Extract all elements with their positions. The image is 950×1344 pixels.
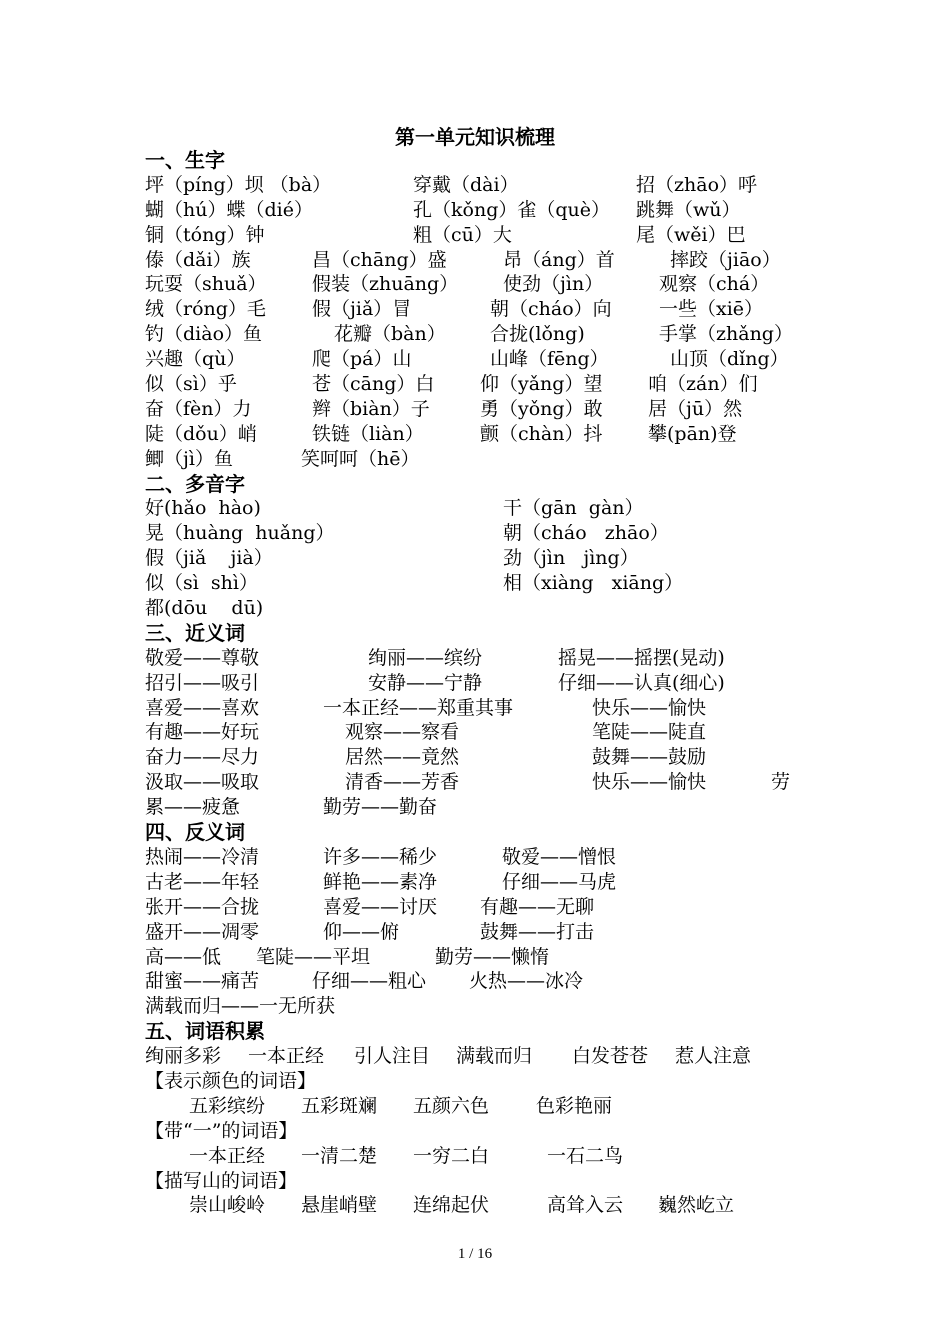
line-entry: 居然——竟然 [345,746,460,769]
line-entry: 铁链（liàn） [312,422,424,445]
line-entry: 奋（fèn）力 [145,397,252,420]
line-entry: 使劲（jìn） [503,273,604,296]
line-entry: 山峰（fēng） [490,348,609,371]
line-entry: 假（jiǎ jià） [145,547,273,570]
content-line [145,969,815,994]
line-entry: 穿戴（dài） [413,173,519,196]
line-entry: 跳舞（wǔ） [636,198,741,221]
line-entry: 咱（zán）们 [648,373,758,396]
section-heading [145,1019,815,1044]
line-entry: 相（xiàng xiāng） [503,572,684,595]
line-entry: 合拢(lǒng) [490,323,585,346]
line-entry: 【表示颜色的词语】 [145,1069,317,1092]
line-entry: 朝（cháo）向 [490,298,612,321]
line-entry: 铜（tóng）钟 [145,223,265,246]
line-entry: 喜爱——喜欢 [145,696,260,719]
line-entry: 尾（wěi）巴 [636,223,746,246]
line-entry: 满载而归 [456,1045,533,1068]
line-entry: 苍（cāng）白 [312,373,435,396]
line-entry: 满载而归——一无所获 [145,995,336,1018]
content-line [145,422,815,447]
document-content [145,148,815,1218]
content-line [145,1144,815,1169]
line-entry: 鲫（jì）鱼 [145,447,233,470]
line-entry: 招（zhāo）呼 [636,173,758,196]
content-line [145,671,815,696]
line-entry: 汲取——吸取 [145,771,260,794]
content-line [145,496,815,521]
line-entry: 盛开——凋零 [145,920,260,943]
section-heading-text: 三、近义词 [145,620,245,645]
line-entry: 古老——年轻 [145,870,260,893]
line-entry: 一本正经 [189,1144,266,1167]
page-number: 1 / 16 [457,1246,493,1262]
line-entry: 快乐——愉快 [592,771,707,794]
line-entry: 傣（dǎi）族 [145,248,251,271]
content-line [145,372,815,397]
section-heading-text: 一、生字 [145,148,225,172]
page-title: 第一单元知识梳理 [395,125,555,149]
line-entry: 辫（biàn）子 [312,397,430,420]
line-entry: 攀(pān)登 [648,422,737,445]
line-entry: 敬爱——尊敬 [145,646,260,669]
content-line [145,297,815,322]
section-heading [145,148,815,173]
line-entry: 敬爱——憎恨 [502,845,617,868]
line-entry: 仰——俯 [323,920,400,943]
content-line [145,745,815,770]
line-entry: 喜爱——讨厌 [323,895,438,918]
line-entry: 引人注目 [354,1045,431,1068]
content-line [145,248,815,273]
content-line [145,945,815,970]
line-entry: 仔细——认真(细心) [558,671,725,694]
line-entry: 悬崖峭壁 [301,1194,378,1217]
section-heading-text: 五、词语积累 [145,1019,265,1044]
content-line [145,1069,815,1094]
content-line [145,571,815,596]
content-line [145,347,815,372]
line-entry: 张开——合拢 [145,895,260,918]
line-entry: 巍然屹立 [658,1194,735,1217]
content-line [145,596,815,621]
content-line [145,1169,815,1194]
line-entry: 假装（zhuāng） [312,273,459,296]
line-entry: 钓（diào）鱼 [145,323,263,346]
content-line [145,895,815,920]
line-entry: 高——低 [145,945,222,968]
line-entry: 五彩缤纷 [189,1094,266,1117]
line-entry: 有趣——无聊 [480,895,595,918]
line-entry: 累——疲惫 [145,796,241,819]
line-entry: 一清二楚 [301,1144,378,1167]
content-line [145,994,815,1019]
content-line [145,272,815,297]
content-line [145,870,815,895]
line-entry: 笑呵呵（hē） [301,447,420,470]
line-entry: 火热——冰冷 [469,970,584,993]
line-entry: 干（gān gàn） [503,497,644,520]
content-line [145,322,815,347]
line-entry: 一本正经 [248,1045,325,1068]
line-entry: 昌（chāng）盛 [312,248,447,271]
line-entry: 一本正经——郑重其事 [323,696,514,719]
line-entry: 惹人注意 [675,1045,752,1068]
content-line [145,447,815,472]
line-entry: 勇（yǒng）敢 [480,397,603,420]
content-line [145,173,815,198]
content-line [145,646,815,671]
line-entry: 【描写山的词语】 [145,1169,298,1192]
line-entry: 山顶（dǐng） [670,348,789,371]
section-heading [145,472,815,497]
line-entry: 崇山峻岭 [189,1194,266,1217]
content-line [145,920,815,945]
section-heading-text: 二、多音字 [145,471,245,496]
line-entry: 甜蜜——痛苦 [145,970,260,993]
line-entry: 观察——察看 [345,721,460,744]
line-entry: 热闹——冷清 [145,845,260,868]
line-entry: 劲（jìn jìng） [503,547,639,570]
line-entry: 玩耍（shuǎ） [145,273,267,296]
line-entry: 蝴（hú）蝶（dié） [145,198,313,221]
line-entry: 一穷二白 [413,1144,490,1167]
line-entry: 绚丽多彩 [145,1045,222,1068]
line-entry: 招引——吸引 [145,671,260,694]
line-entry: 粗（cū）大 [413,223,512,246]
line-entry: 似（sì shì） [145,572,258,595]
line-entry: 【带“一”的词语】 [145,1119,298,1142]
line-entry: 观察（chá） [659,273,770,296]
content-line [145,795,815,820]
line-entry: 鼓舞——鼓励 [592,746,707,769]
line-entry: 好(hǎo hào) [145,497,261,520]
line-entry: 有趣——好玩 [145,721,260,744]
line-entry: 似（sì）乎 [145,373,237,396]
line-entry: 假（jiǎ）冒 [312,298,412,321]
line-entry: 仔细——马虎 [502,870,617,893]
line-entry: 一些（xiē） [659,298,764,321]
line-entry: 坪（píng）坝 （bà） [145,173,332,196]
line-entry: 颤（chàn）抖 [480,422,603,445]
line-entry: 陡（dǒu）峭 [145,422,257,445]
line-entry: 高耸入云 [547,1194,624,1217]
line-entry: 绒（róng）毛 [145,298,266,321]
line-entry: 劳 [771,771,791,794]
line-entry: 孔（kǒng）雀（què） [413,198,610,221]
line-entry: 都(dōu dū) [145,597,264,620]
line-entry: 鼓舞——打击 [480,920,595,943]
line-entry: 五颜六色 [413,1094,490,1117]
content-line [145,696,815,721]
line-entry: 昂（áng）首 [503,248,615,271]
line-entry: 笔陡——陡直 [592,721,707,744]
line-entry: 白发苍苍 [572,1045,649,1068]
line-entry: 一石二鸟 [547,1144,624,1167]
line-entry: 勤劳——勤奋 [323,796,438,819]
line-entry: 奋力——尽力 [145,746,260,769]
line-entry: 许多——稀少 [323,845,438,868]
content-line [145,521,815,546]
section-heading [145,820,815,845]
line-entry: 笔陡——平坦 [256,945,371,968]
content-line [145,845,815,870]
line-entry: 安静——宁静 [368,671,483,694]
line-entry: 兴趣（qù） [145,348,246,371]
section-heading-text: 四、反义词 [145,820,245,845]
line-entry: 勤劳——懒惰 [435,945,550,968]
content-line [145,198,815,223]
line-entry: 连绵起伏 [413,1194,490,1217]
content-line [145,1193,815,1218]
content-line [145,1119,815,1144]
line-entry: 居（jū）然 [648,397,743,420]
section-heading [145,621,815,646]
line-entry: 手掌（zhǎng） [659,323,793,346]
line-entry: 摇晃——摇摆(晃动) [558,646,725,669]
line-entry: 清香——芳香 [345,771,460,794]
line-entry: 快乐——愉快 [592,696,707,719]
line-entry: 爬（pá）山 [312,348,412,371]
line-entry: 色彩艳丽 [536,1094,613,1117]
line-entry: 五彩斑斓 [301,1094,378,1117]
line-entry: 仔细——粗心 [312,970,427,993]
content-line [145,770,815,795]
line-entry: 朝（cháo zhāo） [503,522,669,545]
content-line [145,223,815,248]
content-line [145,720,815,745]
content-line [145,546,815,571]
line-entry: 晃（huàng huǎng） [145,522,335,545]
content-line [145,397,815,422]
line-entry: 鲜艳——素净 [323,870,438,893]
line-entry: 仰（yǎng）望 [480,373,603,396]
content-line [145,1094,815,1119]
line-entry: 花瓣（bàn） [334,323,446,346]
line-entry: 绚丽——缤纷 [368,646,483,669]
line-entry: 摔跤（jiāo） [670,248,781,271]
content-line [145,1044,815,1069]
